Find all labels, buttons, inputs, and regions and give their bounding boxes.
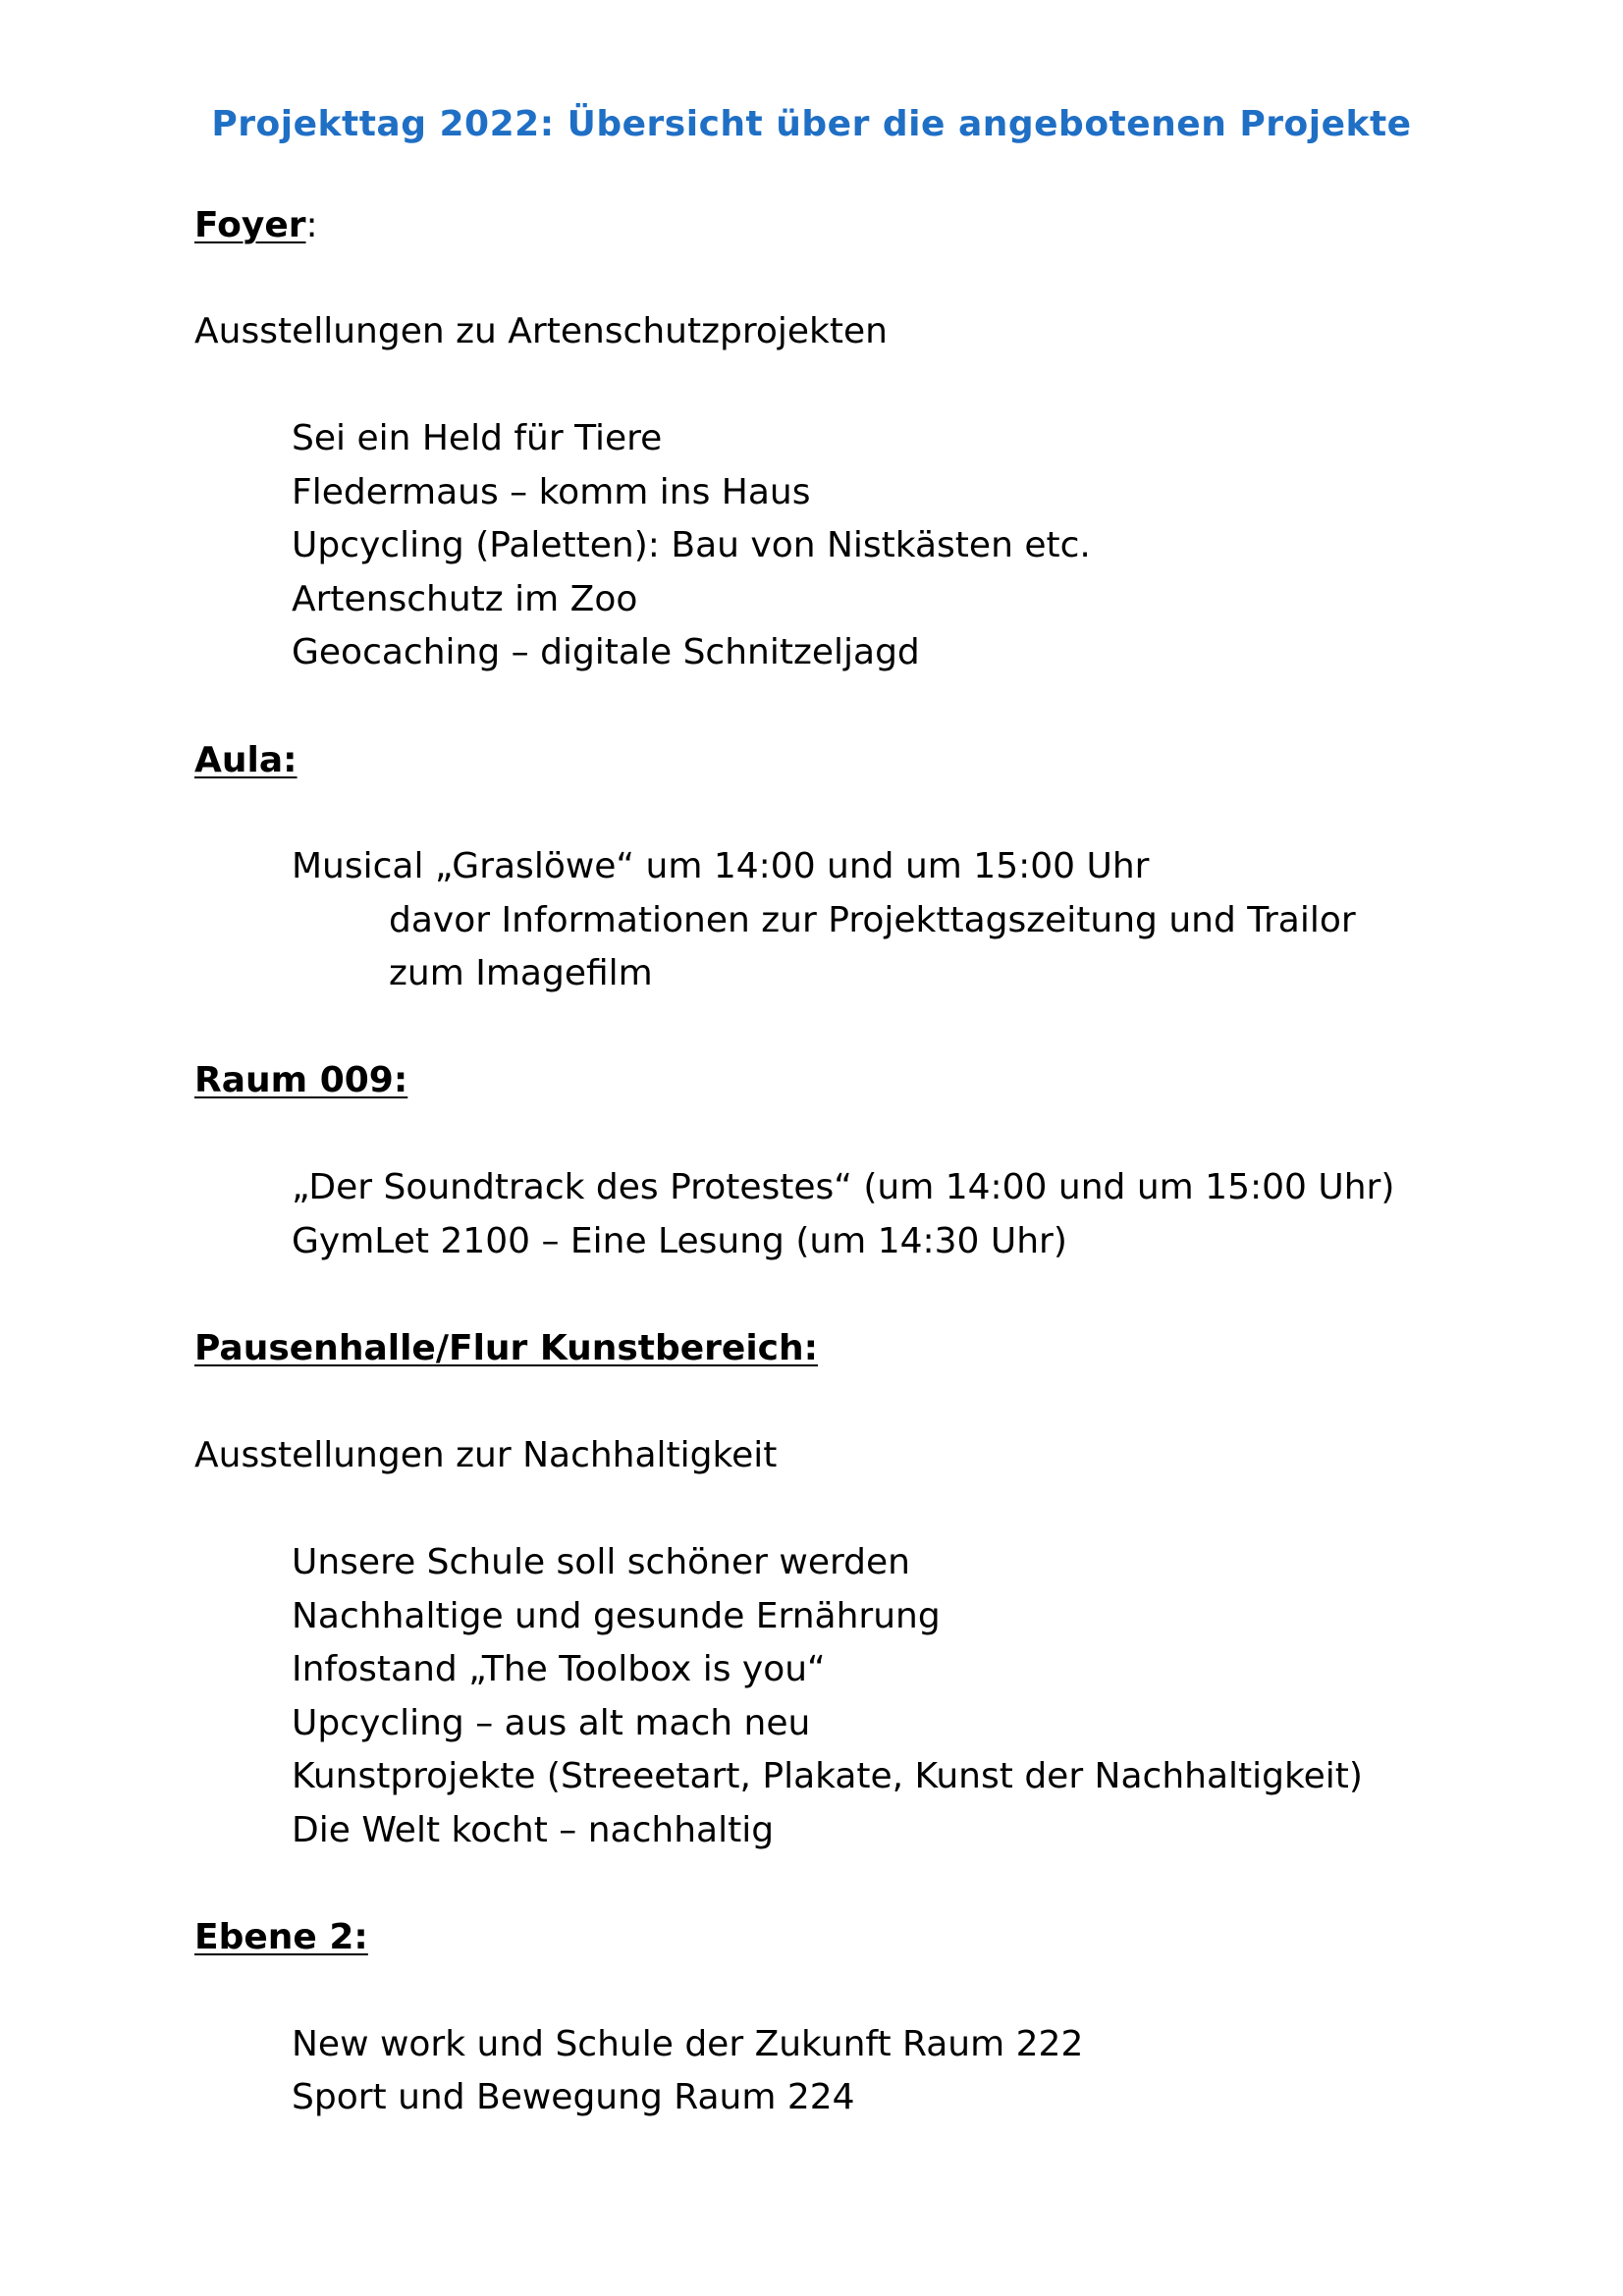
list-item: Upcycling – aus alt mach neu [292,1703,811,1743]
page-title: Projekttag 2022: Übersicht über die angebotenen Projekte [211,104,1412,144]
section-heading-foyer-label: Foyer [194,205,306,245]
list-sub-item: zum Imagefilm [389,953,653,993]
list-item: Fledermaus – komm ins Haus [292,472,811,512]
section-heading-foyer-colon: : [305,205,318,245]
list-item: Geocaching – digitale Schnitzeljagd [292,632,920,672]
section-intro-pausenhalle: Ausstellungen zur Nachhaltigkeit [194,1435,778,1475]
list-sub-item: davor Informationen zur Projekttagszeitung und Trailor [389,900,1356,940]
list-item: Infostand „The Toolbox is you“ [292,1649,826,1689]
list-item: „Der Soundtrack des Protestes“ (um 14:00 und um 15:00 Uhr) [292,1167,1395,1207]
list-item: Kunstprojekte (Streeetart, Plakate, Kunst der Nachhaltigkeit) [292,1756,1363,1796]
section-heading-pausenhalle: Pausenhalle/Flur Kunstbereich: [194,1328,819,1368]
list-item: Unsere Schule soll schöner werden [292,1542,910,1582]
list-item: Die Welt kocht – nachhaltig [292,1810,775,1850]
list-item: Musical „Graslöwe“ um 14:00 und um 15:00 Uhr [292,846,1150,886]
section-heading-foyer [194,203,318,248]
section-intro-foyer: Ausstellungen zu Artenschutzprojekten [194,311,888,351]
list-item: Upcycling (Paletten): Bau von Nistkästen etc. [292,525,1091,565]
section-heading-raum-009: Raum 009: [194,1060,408,1100]
section-heading-ebene-2: Ebene 2: [194,1917,368,1957]
list-item: Sei ein Held für Tiere [292,418,663,458]
list-item: Sport und Bewegung Raum 224 [292,2077,855,2117]
section-heading-aula: Aula: [194,740,298,780]
list-item: Artenschutz im Zoo [292,579,638,619]
list-item: GymLet 2100 – Eine Lesung (um 14:30 Uhr) [292,1221,1067,1261]
list-item: New work und Schule der Zukunft Raum 222 [292,2024,1084,2064]
list-item: Nachhaltige und gesunde Ernährung [292,1596,941,1636]
